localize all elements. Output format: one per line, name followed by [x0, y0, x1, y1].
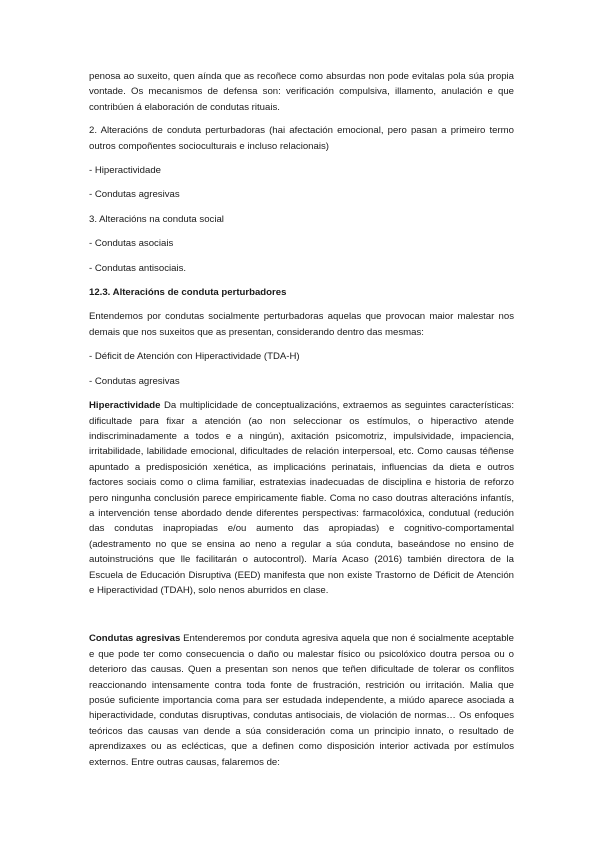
hiperactividade-text: Da multiplicidade de conceptualizacións, extraemos as seguintes características: dificultade para fixar a atención (ao non seleccionar os estímulos, o hiperactivo atende indiscriminadamente a todos e a ningún), axitación psicomotriz, impulsividade, impaciencia, irritabilidade, labilidade emocional, dificultades de relación interpersoal, etc. Como causas téñense apuntado a predisposición xenética, as implicacións perinatais, influencias da dieta e outros factores sociais como o clima familiar, estratexias inadecuadas de disciplina e historia de reforzo pero ningunha conclusión parece empiricamente fiable. Coma no caso doutras alteracións infantís, a intervención tense abordado dende diferentes perspectivas: farmacolóxica, condutual (redución das condutas inapropiadas e/ou aumento das apropiadas) e cognitivo-comportamental (adestramento no que se ensina ao neno a regular a súa conduta, baseándose no ensino de autoinstrucións que lle facilitarán o autocontrol). María Acaso (2016) también directora de la Escuela de Educación Disruptiva (EED) manifesta que non existe Trastorno de Déficit de Atención e Hiperactividad (TDAH), solo nenos aburridos en clase. [89, 400, 514, 596]
list-item-condutas-asociais: - Condutas asociais [89, 238, 174, 250]
section-intro: Entendemos por condutas socialmente perturbadoras aquelas que provocan maior malestar nos demais que nos suxeitos que as presentan, considerando dentro das mesmas: [89, 311, 514, 338]
condutas-agresivas-term: Condutas agresivas [89, 633, 181, 645]
hiperactividade-paragraph [89, 398, 514, 598]
list-item-condutas-antisociais: - Condutas antisociais. [89, 262, 187, 274]
list-item-hiperactividade: - Hiperactividade [89, 165, 161, 177]
document-page [89, 69, 514, 770]
list-3-heading: 3. Alteracións na conduta social [89, 213, 224, 225]
intro-paragraph: penosa ao suxeito, quen aínda que as recoñece como absurdas non pode evitalas pola súa propia vontade. Os mecanismos de defensa son: verificación compulsiva, illamento, anulación e que contribúen á elaboración de condutas rituais. [89, 71, 514, 113]
list-2-heading: 2. Alteracións de conduta perturbadoras (hai afectación emocional, pero pasan a primeiro termo outros compoñentes socioculturais e incluso relacionais) [89, 125, 514, 152]
section-item-tdah: - Déficit de Atención con Hiperactividade (TDA-H) [89, 351, 300, 363]
hiperactividade-term: Hiperactividade [89, 400, 161, 412]
list-item-condutas-agresivas: - Condutas agresivas [89, 189, 180, 201]
section-title: 12.3. Alteracións de conduta perturbadores [89, 287, 287, 299]
section-item-condutas-agresivas: - Condutas agresivas [89, 375, 180, 387]
condutas-agresivas-paragraph [89, 631, 514, 770]
condutas-agresivas-text: Entenderemos por conduta agresiva aquela que non é socialmente aceptable e que pode ter como consecuencia o daño ou malestar físico ou psicolóxico doutra persoa ou o deterioro das causas. Quen a presentan son nenos que teñen dificultade de tolerar os conflitos reaccionando intensamente contra toda fonte de frustración, restrición ou irritación. Malia que posúe suficiente importancia coma para ser estudada independente, a miúdo aparece asociada a hiperactividade, condutas disruptivas, condutas antisociais, de violación de normas… Os enfoques teóricos das causas van dende a súa consideración coma un principio innato, o resultado de aprendizaxes ou as eclécticas, que a definen como disposición interior activada por estímulos externos. Entre outras causas, falaremos de: [89, 633, 514, 768]
